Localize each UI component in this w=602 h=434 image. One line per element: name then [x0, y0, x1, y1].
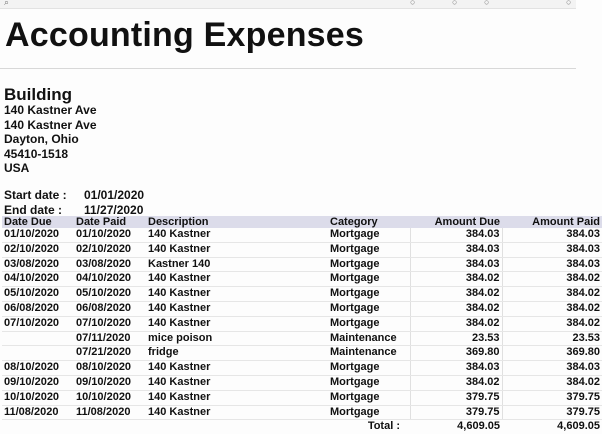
- start-date-label: Start date :: [4, 188, 67, 202]
- cell-amount-due: 384.02: [410, 301, 502, 316]
- header-amount-due: Amount Due: [410, 216, 502, 228]
- table-row: [2, 242, 602, 257]
- cell-category: Maintenance: [328, 346, 410, 361]
- cell-description: mice poison: [146, 331, 328, 346]
- table-row: [2, 346, 602, 361]
- cell-date-due: 10/10/2020: [2, 390, 74, 405]
- address-line: Dayton, Ohio: [4, 132, 79, 146]
- table-row: [2, 301, 602, 316]
- cell-date-due: 06/08/2020: [2, 301, 74, 316]
- header-date-paid: Date Paid: [74, 216, 146, 228]
- cell-amount-due: 384.02: [410, 287, 502, 302]
- total-amount-due: 4,609.05: [410, 420, 502, 434]
- table-row: [2, 316, 602, 331]
- cell-date-due: [2, 346, 74, 361]
- address-line: 140 Kastner Ave: [4, 117, 97, 132]
- header-date-due: Date Due: [2, 216, 74, 228]
- cell-amount-paid: 384.03: [502, 361, 602, 376]
- building-heading: Building: [4, 85, 72, 104]
- cell-amount-due: 379.75: [410, 405, 502, 420]
- table-row: [2, 390, 602, 405]
- date-range: [4, 188, 144, 217]
- cell-category: Mortgage: [328, 272, 410, 287]
- table-row: [2, 228, 602, 242]
- expenses-table: [2, 216, 602, 434]
- cell-date-paid: 07/11/2020: [74, 331, 146, 346]
- cell-date-paid: 01/10/2020: [74, 228, 146, 242]
- end-date-value: 11/27/2020: [84, 202, 144, 217]
- cell-date-paid: 07/21/2020: [74, 346, 146, 361]
- cell-amount-due: 384.03: [410, 361, 502, 376]
- cell-category: Mortgage: [328, 287, 410, 302]
- cell-amount-due: 23.53: [410, 331, 502, 346]
- cell-amount-paid: 379.75: [502, 405, 602, 420]
- cell-amount-paid: 384.02: [502, 375, 602, 390]
- cell-date-due: 03/08/2020: [2, 257, 74, 272]
- cell-amount-due: 384.03: [410, 257, 502, 272]
- cell-category: Mortgage: [328, 242, 410, 257]
- address-line: USA: [4, 161, 30, 175]
- toolbar-icon: ○: [452, 0, 458, 7]
- cell-date-due: 11/08/2020: [2, 405, 74, 420]
- table-row: [2, 272, 602, 287]
- toolbar-icon: ○: [566, 0, 572, 7]
- cell-date-paid: 05/10/2020: [74, 287, 146, 302]
- cell-category: Mortgage: [328, 375, 410, 390]
- end-date-label: End date :: [4, 202, 63, 217]
- cell-amount-paid: 384.03: [502, 228, 602, 242]
- cell-amount-paid: 384.02: [502, 287, 602, 302]
- cell-amount-paid: 379.75: [502, 390, 602, 405]
- header-amount-paid: Amount Paid: [502, 216, 602, 228]
- cell-date-due: 07/10/2020: [2, 316, 74, 331]
- magnifier-icon: ⌕: [4, 0, 10, 7]
- cell-date-paid: 08/10/2020: [74, 361, 146, 376]
- cell-date-due: 05/10/2020: [2, 287, 74, 302]
- cell-description: 140 Kastner: [146, 242, 328, 257]
- cell-date-paid: 03/08/2020: [74, 257, 146, 272]
- address-line: 45410-1518: [4, 146, 69, 161]
- toolbar-icon: ○: [484, 0, 490, 7]
- cell-amount-due: 379.75: [410, 390, 502, 405]
- cell-category: Mortgage: [328, 257, 410, 272]
- cell-description: 140 Kastner: [146, 316, 328, 331]
- report-title: Accounting Expenses: [5, 16, 364, 54]
- cell-amount-paid: 384.03: [502, 242, 602, 257]
- total-label: Total :: [367, 420, 400, 433]
- toolbar-icon: ○: [410, 0, 416, 7]
- start-date-value: 01/01/2020: [84, 188, 145, 202]
- cell-date-paid: 10/10/2020: [74, 390, 146, 405]
- cell-amount-due: 384.03: [410, 228, 502, 242]
- cell-category: Mortgage: [328, 390, 410, 405]
- cell-amount-paid: 384.02: [502, 316, 602, 331]
- cell-category: Mortgage: [328, 316, 410, 331]
- cell-description: 140 Kastner: [146, 361, 328, 376]
- cell-description: 140 Kastner: [146, 405, 328, 420]
- cell-description: 140 Kastner: [146, 301, 328, 316]
- cell-date-paid: 04/10/2020: [74, 272, 146, 287]
- table-header-row: [2, 216, 602, 228]
- cell-description: 140 Kastner: [146, 272, 328, 287]
- cell-date-due: 02/10/2020: [2, 242, 74, 257]
- cell-description: fridge: [146, 346, 328, 361]
- cell-date-due: 04/10/2020: [2, 272, 74, 287]
- cell-date-paid: 11/08/2020: [74, 405, 146, 420]
- cell-date-due: [2, 331, 74, 346]
- cell-date-due: 01/10/2020: [2, 228, 74, 242]
- cell-category: Mortgage: [328, 405, 410, 420]
- cell-description: 140 Kastner: [146, 390, 328, 405]
- cell-date-paid: 06/08/2020: [74, 301, 146, 316]
- cell-category: Mortgage: [328, 301, 410, 316]
- cell-category: Mortgage: [328, 228, 410, 242]
- cell-date-due: 09/10/2020: [2, 375, 74, 390]
- header-description: Description: [146, 216, 328, 228]
- cell-description: Kastner 140: [146, 257, 328, 272]
- cell-category: Mortgage: [328, 361, 410, 376]
- cell-date-paid: 02/10/2020: [74, 242, 146, 257]
- cell-description: 140 Kastner: [146, 375, 328, 390]
- cell-amount-paid: 384.02: [502, 301, 602, 316]
- cell-date-paid: 07/10/2020: [74, 316, 146, 331]
- cell-date-paid: 09/10/2020: [74, 375, 146, 390]
- cell-amount-due: 384.02: [410, 316, 502, 331]
- table-row: [2, 287, 602, 302]
- table-row: [2, 405, 602, 420]
- cell-amount-paid: 384.03: [502, 257, 602, 272]
- table-row: [2, 361, 602, 376]
- building-address: [4, 103, 97, 176]
- cell-date-due: 08/10/2020: [2, 361, 74, 376]
- title-divider: [0, 68, 576, 69]
- table-row: [2, 375, 602, 390]
- cell-category: Maintenance: [328, 331, 410, 346]
- header-category: Category: [328, 216, 410, 228]
- cell-amount-due: 369.80: [410, 346, 502, 361]
- cell-description: 140 Kastner: [146, 287, 328, 302]
- cell-amount-paid: 23.53: [502, 331, 602, 346]
- cell-amount-due: 384.02: [410, 272, 502, 287]
- cell-description: 140 Kastner: [146, 228, 328, 242]
- cell-amount-due: 384.03: [410, 242, 502, 257]
- table-row: [2, 331, 602, 346]
- cell-amount-due: 384.02: [410, 375, 502, 390]
- address-line: 140 Kastner Ave: [4, 103, 97, 117]
- total-row: [2, 420, 602, 434]
- cell-amount-paid: 369.80: [502, 346, 602, 361]
- cell-amount-paid: 384.02: [502, 272, 602, 287]
- table-row: [2, 257, 602, 272]
- browser-top-strip: [0, 0, 576, 9]
- total-amount-paid: 4,609.05: [502, 420, 602, 434]
